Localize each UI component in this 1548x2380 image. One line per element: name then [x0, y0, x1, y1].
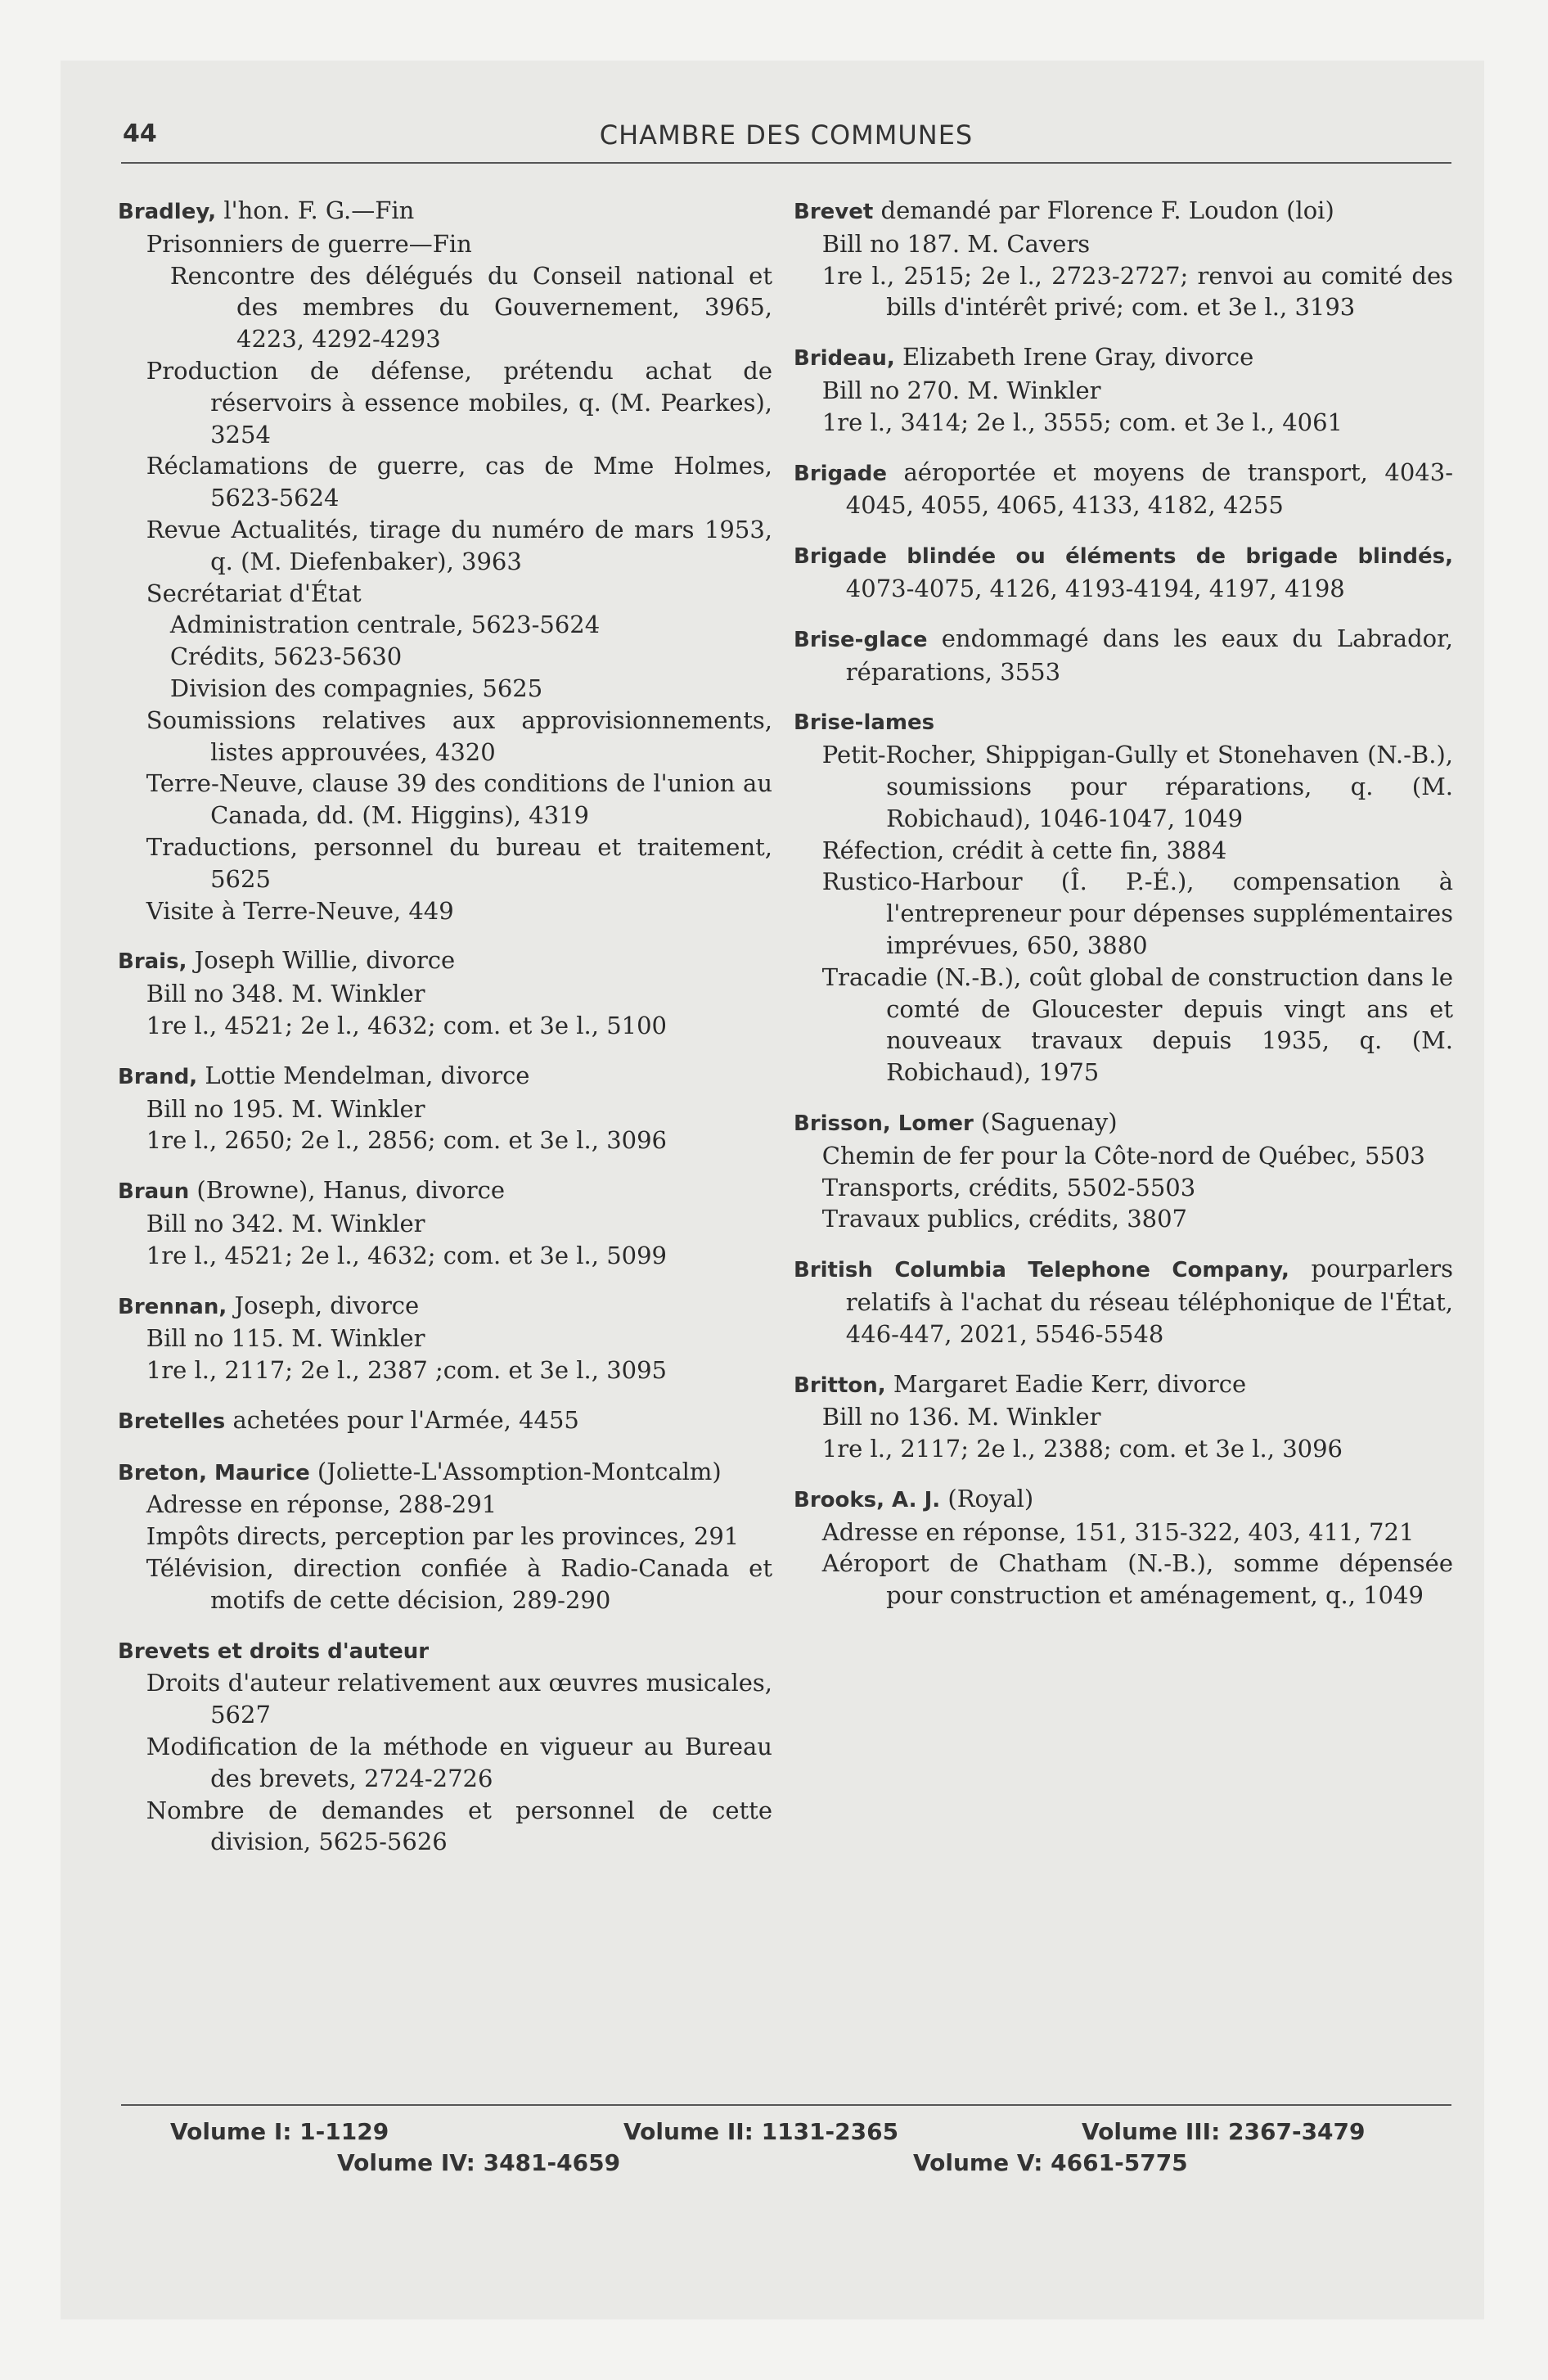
entry-keyword: Brand,: [118, 1064, 198, 1089]
subentry: Bill no 187. M. Cavers: [821, 229, 1091, 258]
subentry: Modification de la méthode en vigueur au Bureau des brevets, 2724-2726: [146, 1733, 772, 1792]
subentry: Bill no 348. M. Winkler: [146, 980, 425, 1008]
entry-keyword: Bretelles: [118, 1409, 226, 1434]
volume-1-range: Volume I: 1-1129: [170, 2118, 389, 2145]
entry-heading-text: Lottie Mendelman, divorce: [197, 1061, 530, 1089]
entry-heading-text: Joseph, divorce: [227, 1291, 420, 1319]
index-entry: [794, 457, 1453, 522]
entry-keyword: Brooks, A. J.: [794, 1487, 941, 1512]
entry-heading: [118, 195, 772, 228]
entry-heading: [794, 705, 1453, 739]
header-rule: [121, 162, 1451, 164]
entry-heading: [118, 944, 772, 978]
index-entry: [118, 1404, 772, 1438]
subentry: Tracadie (N.-B.), coût global de construction dans le comté de Gloucester depuis vingt ans et nouveaux travaux depuis 1935, q. (M. Robichaud), 1975: [821, 962, 1453, 1087]
index-entry: [794, 1483, 1453, 1611]
sub-subentry: Division des compagnies, 5625: [169, 674, 543, 702]
footer-rule: [121, 2104, 1451, 2106]
subentry: Travaux publics, crédits, 3807: [821, 1205, 1188, 1233]
sub-subentry: Administration centrale, 5623-5624: [169, 611, 601, 639]
subentry: Prisonniers de guerre—Fin: [146, 229, 472, 258]
subentry: Traductions, personnel du bureau et traitement, 5625: [146, 832, 772, 893]
entry-heading: [794, 1107, 1453, 1140]
subentry: 1re l., 2117; 2e l., 2387 ;com. et 3e l., 3095: [146, 1356, 667, 1385]
subentry: 1re l., 3414; 2e l., 3555; com. et 3e l., 4061: [821, 408, 1343, 436]
index-entry: [794, 1253, 1453, 1350]
subentry: Soumissions relatives aux approvisionnements, listes approuvées, 4320: [146, 705, 772, 766]
entry-keyword: Brisson, Lomer: [794, 1111, 974, 1136]
index-entry: [118, 1060, 772, 1156]
index-entry: [794, 539, 1453, 605]
subentry: Bill no 342. M. Winkler: [146, 1209, 425, 1237]
subentry: Petit-Rocher, Shippigan-Gully et Stonehaven (N.-B.), soumissions pour réparations, q. (M. Robichaud), 1046-1047, 1049: [821, 741, 1453, 832]
entry-heading: [118, 1456, 772, 1490]
subentry: Revue Actualités, tirage du numéro de mars 1953, q. (M. Diefenbaker), 3963: [146, 515, 772, 575]
entry-keyword: Bradley,: [118, 200, 217, 224]
page-header: [123, 119, 1450, 162]
entry-heading-text: demandé par Florence F. Loudon (loi): [873, 196, 1334, 224]
entry-heading-text: achetées pour l'Armée, 4455: [225, 1405, 579, 1434]
subentry: Bill no 270. M. Winkler: [821, 376, 1101, 404]
running-title: CHAMBRE DES COMMUNES: [599, 119, 974, 151]
subentry: Rustico-Harbour (Î. P.-É.), compensation à l'entrepreneur pour dépenses supplémentaires imprévues, 650, 3880: [821, 868, 1453, 959]
entry-keyword: Braun: [118, 1179, 190, 1205]
subentry: Transports, crédits, 5502-5503: [821, 1173, 1196, 1201]
index-entry: [118, 1456, 772, 1616]
entry-heading-text: (Browne), Hanus, divorce: [189, 1176, 505, 1205]
entry-heading: [794, 623, 1453, 688]
sub-subentry: Crédits, 5623-5630: [169, 642, 403, 671]
subentry: Adresse en réponse, 151, 315-322, 403, 411, 721: [821, 1517, 1415, 1546]
entry-heading: [794, 457, 1453, 522]
entry-heading-text: (Joliette-L'Assomption-Montcalm): [309, 1457, 722, 1485]
entry-keyword: Brigade: [794, 461, 887, 486]
subentry: 1re l., 4521; 2e l., 4632; com. et 3e l., 5099: [146, 1241, 667, 1269]
entry-heading-text: (Royal): [940, 1484, 1034, 1512]
subentry: Visite à Terre-Neuve, 449: [146, 896, 454, 925]
volume-footer: [123, 2118, 1450, 2180]
page-number: 44: [123, 119, 157, 148]
entry-keyword: Brideau,: [794, 346, 895, 372]
entry-keyword: Brise-lames: [794, 710, 935, 736]
entry-heading: [118, 1634, 772, 1668]
subentry: Télévision, direction confiée à Radio-Canada et motifs de cette décision, 289-290: [146, 1554, 772, 1614]
entry-heading-text: Margaret Eadie Kerr, divorce: [885, 1369, 1247, 1398]
entry-keyword: Brevet: [794, 200, 874, 224]
index-entry: [118, 1174, 772, 1271]
index-entry: [118, 944, 772, 1041]
subentry: Terre-Neuve, clause 39 des conditions de l'union au Canada, dd. (M. Higgins), 4319: [146, 769, 772, 830]
entry-keyword: Breton, Maurice: [118, 1460, 310, 1485]
entry-heading: [118, 1060, 772, 1093]
sub-subentry: Rencontre des délégués du Conseil national et des membres du Gouvernement, 3965, 4223, 4292-4293: [169, 261, 772, 354]
volume-3-range: Volume III: 2367-3479: [1082, 2118, 1366, 2145]
index-entry: [118, 1290, 772, 1386]
index-entry: [794, 195, 1453, 323]
entry-heading: [794, 195, 1453, 228]
subentry: Chemin de fer pour la Côte-nord de Québec, 5503: [821, 1141, 1425, 1170]
entry-heading: [794, 1368, 1453, 1402]
entry-heading: [794, 539, 1453, 605]
entry-heading: [794, 341, 1453, 375]
entry-keyword: Brevets et droits d'auteur: [118, 1639, 430, 1664]
entry-heading: [118, 1290, 772, 1323]
subentry: Bill no 136. M. Winkler: [821, 1403, 1101, 1431]
subentry: Adresse en réponse, 288-291: [146, 1490, 497, 1519]
subentry: Secrétariat d'État: [146, 579, 362, 607]
entry-keyword: Brais,: [118, 949, 187, 975]
entry-keyword: Brigade blindée ou éléments de brigade blindés,: [794, 544, 1453, 570]
subentry: Réfection, crédit à cette fin, 3884: [821, 836, 1227, 864]
entry-heading-text: Joseph Willie, divorce: [187, 946, 456, 975]
entry-keyword: Britton,: [794, 1373, 886, 1398]
subentry: Réclamations de guerre, cas de Mme Holmes, 5623-5624: [146, 452, 772, 512]
subentry: 1re l., 2117; 2e l., 2388; com. et 3e l., 3096: [821, 1435, 1343, 1463]
volume-4-range: Volume IV: 3481-4659: [337, 2149, 621, 2176]
entry-heading-text: 4073-4075, 4126, 4193-4194, 4197, 4198: [845, 574, 1345, 602]
subentry: Droits d'auteur relativement aux œuvres musicales, 5627: [146, 1669, 772, 1729]
entry-heading-text: l'hon. F. G.—Fin: [216, 196, 415, 224]
index-entry: [794, 623, 1453, 688]
index-entry: [794, 1368, 1453, 1465]
subentry: 1re l., 2650; 2e l., 2856; com. et 3e l., 3096: [146, 1126, 667, 1155]
entry-keyword: British Columbia Telephone Company,: [794, 1258, 1289, 1283]
volume-5-range: Volume V: 4661-5775: [913, 2149, 1188, 2176]
subentry: Aéroport de Chatham (N.-B.), somme dépensée pour construction et aménagement, q., 1049: [821, 1549, 1453, 1610]
index-entry: [794, 1107, 1453, 1235]
index-entry: [794, 341, 1453, 438]
volume-2-range: Volume II: 1131-2365: [623, 2118, 899, 2145]
entry-heading-text: aéroportée et moyens de transport, 4043-4045, 4055, 4065, 4133, 4182, 4255: [845, 458, 1453, 520]
left-column: [118, 195, 772, 1876]
entry-heading: [794, 1483, 1453, 1517]
entry-heading: [118, 1174, 772, 1208]
entry-keyword: Brise-glace: [794, 627, 928, 652]
subentry: Bill no 195. M. Winkler: [146, 1094, 425, 1123]
entry-heading-text: Elizabeth Irene Gray, divorce: [894, 343, 1254, 372]
subentry: Nombre de demandes et personnel de cette division, 5625-5626: [146, 1796, 772, 1856]
subentry: 1re l., 4521; 2e l., 4632; com. et 3e l., 5100: [146, 1011, 667, 1039]
subentry: Production de défense, prétendu achat de réservoirs à essence mobiles, q. (M. Pearkes), 3254: [146, 356, 772, 449]
subentry: Bill no 115. M. Winkler: [146, 1324, 425, 1353]
entry-heading: [118, 1404, 772, 1438]
subentry: Impôts directs, perception par les provinces, 291: [146, 1522, 740, 1551]
entry-heading-text: pourparlers relatifs à l'achat du réseau téléphonique de l'État, 446-447, 2021, 5546-5548: [845, 1255, 1454, 1348]
entry-heading-text: endommagé dans les eaux du Labrador, réparations, 3553: [845, 624, 1453, 686]
entry-heading-text: (Saguenay): [973, 1107, 1118, 1136]
index-entry: [118, 1634, 772, 1859]
index-entry: [118, 195, 772, 926]
index-entry: [794, 705, 1453, 1089]
right-column: [794, 195, 1453, 1629]
subentry: 1re l., 2515; 2e l., 2723-2727; renvoi au comité des bills d'intérêt privé; com. et 3e l., 3193: [821, 261, 1453, 322]
entry-heading: [794, 1253, 1453, 1350]
entry-keyword: Brennan,: [118, 1294, 227, 1319]
